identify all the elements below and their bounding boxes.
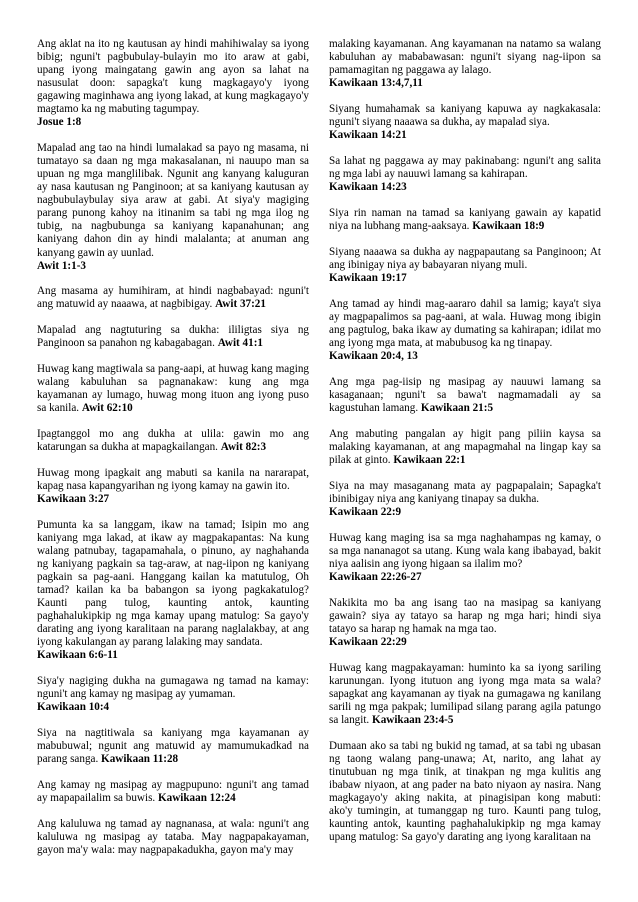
verse-text: Pumunta ka sa langgam, ikaw na tamad; Isipin mo ang kaniyang mga lakad, at ikaw ay magpakapantas: Na kung walang patnubay, tagapamahala, o pinuno, ay naghahanda ng kaniyang pagkain sa tag-araw, at nag-iipon ng kaniyang pagkain sa pag-aani. Hanggang kailan ka matutulog, Oh tamad? kailan ka ba babangon sa iyong pagkakatulog? Kaunti pang tulog, kaunting antok, kaunting paghahalukipkip ng mga kamay upang matulog: Sa gayo'y darating ang iyong karalitaan na parang naglalakbay, at ang iyong kakulangan ay parang lalaking may sandata. [37, 518, 309, 649]
verse-reference: Kawikaan 12:24 [157, 792, 236, 805]
verse-reference: Kawikaan 21:5 [420, 401, 494, 414]
verse-paragraph [329, 298, 601, 363]
verse-text: Ang masama ay humihiram, at hindi nagbabayad: nguni't ang matuwid ay naaawa, at nagbibigay. [37, 285, 309, 311]
verse-text: Nakikita mo ba ang isang tao na masipag sa kaniyang gawain? siya ay tatayo sa harap ng mga hari; hindi siya tatayo sa harap ng hamak na mga tao. [329, 596, 601, 635]
verse-reference: Kawikaan 10:4 [37, 701, 110, 714]
verse-text: Huwag kang magpakayaman: huminto ka sa iyong sariling karunungan. Iyong itutuon ang iyong mga mata sa wala? sapagkat ang kayamanan ay tiyak na gumagawa ng kanilang sarili ng mga pakpak; lumilipad silang parang agila patungo sa langit. [329, 661, 601, 726]
verse-text: Ang mabuting pangalan ay higit pang piliin kaysa sa malaking kayamanan, at ang mapagmahal na lingap kay sa pilak at ginto. [329, 427, 601, 466]
verse-paragraph [329, 532, 601, 584]
verse-text: Ang aklat na ito ng kautusan ay hindi mahihiwalay sa iyong bibig; nguni't pagbubulay-bulayin mo ito araw at gabi, upang iyong maingatang gawin ang ayon sa lahat na nasusulat doon: sapagka't kung magkagayo'y iyong gagawing maginhawa ang iyong lakad, at kung magkagayo'y magtamo ka ng mabuting tagumpay. [37, 38, 309, 116]
verse-reference: Kawikaan 20:4, 13 [329, 349, 418, 362]
verse-paragraph [37, 519, 309, 663]
verse-reference: Kawikaan 14:21 [329, 129, 407, 142]
verse-reference: Kawikaan 18:9 [472, 219, 545, 232]
verse-text: Ang tamad ay hindi mag-aararo dahil sa lamig; kaya't siya ay magpapalimos sa pag-aani, at wala. Huwag mong ibigin ang pagtulog, baka ikaw ay dumating sa kahirapan; idilat mo ang iyong mga mata, at mabubusog ka ng tinapay. [329, 297, 601, 349]
verse-reference: Kawikaan 22:29 [329, 635, 407, 648]
verse-reference: Awit 37:21 [215, 298, 266, 311]
verse-reference: Kawikaan 14:23 [329, 181, 407, 194]
verse-paragraph [329, 428, 601, 467]
verse-text: Siya'y nagiging dukha na gumagawa ng tamad na kamay: nguni't ang kamay ng masipag ay yumaman. [37, 675, 309, 701]
verse-text: Huwag kang maging isa sa mga naghahampas ng kamay, o sa mga nananagot sa utang. Kung wala kang ibabayad, bakit niya aalisin ang iyong higaan sa ilalim mo? [329, 531, 601, 570]
verse-paragraph [329, 207, 601, 233]
verse-paragraph [37, 818, 309, 857]
verse-paragraph [37, 675, 309, 714]
verse-text: Mapalad ang nagtuturing sa dukha: ililigtas siya ng Panginoon sa panahon ng kabagabagan. [37, 324, 309, 350]
verse-text: Huwag mong ipagkait ang mabuti sa kanila na nararapat, kapag nasa kapangyarihan ng iyong kamay na gawin ito. [37, 467, 309, 493]
verse-text: Siyang naaawa sa dukha ay nagpapautang sa Panginoon; At ang ibinigay niya ay babayaran niyang muli. [329, 245, 601, 271]
verse-paragraph [37, 779, 309, 805]
verse-reference: Kawikaan 3:27 [37, 493, 110, 506]
verse-paragraph [37, 727, 309, 766]
verse-paragraph [37, 285, 309, 311]
verse-text: Ipagtanggol mo ang dukha at ulila: gawin mo ang katarungan sa dukha at mapagkailangan. [37, 428, 309, 454]
verse-text: Ang mga pag-iisip ng masipag ay nauuwi lamang sa kasaganaan; nguni't sa bawa't nagmamadali ay sa kagustuhan lamang. [329, 375, 601, 414]
left-column [37, 38, 309, 878]
verse-text: Ang kaluluwa ng tamad ay nagnanasa, at wala: nguni't ang kaluluwa ng masipag ay tataba. May nagpapakayaman, gayon ma'y wala: may nagpapakadukha, gayon ma'y may [37, 818, 309, 857]
verse-text: Siya na may masaganang mata ay pagpapalain; Sapagka't ibinibigay niya ang kaniyang tinapay sa dukha. [329, 479, 601, 505]
verse-reference: Awit 82:3 [220, 441, 267, 454]
verse-reference: Kawikaan 22:26-27 [329, 570, 422, 583]
verse-paragraph [329, 155, 601, 194]
verse-reference: Awit 41:1 [217, 337, 263, 350]
verse-paragraph [37, 363, 309, 415]
verse-reference: Kawikaan 23:4-5 [372, 713, 454, 726]
verse-reference: Kawikaan 11:28 [101, 753, 179, 766]
verse-paragraph [37, 142, 309, 272]
verse-paragraph [37, 38, 309, 129]
verse-paragraph [329, 662, 601, 727]
verse-paragraph [329, 376, 601, 415]
verse-text: Siya rin naman na tamad sa kaniyang gawain ay kapatid niya na lubhang mang-aaksaya. [329, 206, 601, 232]
verse-text: Huwag kang magtiwala sa pang-aapi, at huwag kang maging walang kabuluhan sa pagnanakaw: kung ang mga kayamanan ay lumago, huwag mong ituon ang iyong puso sa kanila. [37, 363, 309, 415]
verse-paragraph [329, 740, 601, 844]
verse-text: Mapalad ang tao na hindi lumalakad sa payo ng masama, ni tumatayo sa daan ng mga makasalanan, ni nauupo man sa upuan ng mga manglilibak. Ngunit ang kanyang kaluguran ay nasa kautusan ng Panginoon; at sa kaniyang kautusan ay nagbubulaybulay siya araw at gabi. At siya'y magiging parang punong kahoy na itinanim sa tabi ng mga ilog ng tubig, na nagbubunga sa kaniyang kapanahunan; ang kaniyang dahon din ay hindi malalanta; at anuman ang kanyang gawin ay uunlad. [37, 142, 309, 259]
verse-text: Siya na nagtitiwala sa kaniyang mga kayamanan ay mabubuwal; ngunit ang matuwid ay mamumukadkad na parang sanga. [37, 727, 309, 766]
verse-paragraph [329, 103, 601, 142]
verse-paragraph [329, 480, 601, 519]
verse-text: Dumaan ako sa tabi ng bukid ng tamad, at sa tabi ng ubasan ng taong walang pang-unawa; At, narito, ang lahat ay tinutubuan ng mga tinik, at tinakpan ng mga kulitis ang ibabaw niyaon, at ang pader na bato niyaon ay nasira. Nang magkagayo'y aking nakita, at pinagisipan kong mabuti: ako'y tumingin, at tumanggap ng turo. Kaunti pang tulog, kaunting antok, kaunting paghahalukipkip ng mga kamay upang matulog: Sa gayo'y darating ang iyong karalitaan na [329, 739, 601, 843]
verse-reference: Kawikaan 22:1 [393, 453, 466, 466]
right-column [329, 38, 601, 878]
verse-text: malaking kayamanan. Ang kayamanan na natamo sa walang kabuluhan ay mababawasan: nguni't siyang nag-iipon sa pamamagitan ng paggawa ay lalago. [329, 38, 601, 77]
verse-text: Siyang humahamak sa kaniyang kapuwa ay nagkakasala: nguni't siyang naaawa sa dukha, ay mapalad siya. [329, 102, 601, 129]
verse-paragraph [329, 246, 601, 285]
verse-text: Sa lahat ng paggawa ay may pakinabang: nguni't ang salita ng mga labi ay nauuwi lamang sa kahirapan. [329, 154, 601, 180]
verse-paragraph [37, 324, 309, 350]
document-page [37, 38, 601, 878]
verse-paragraph [329, 597, 601, 649]
verse-reference: Awit 62:10 [81, 402, 133, 415]
verse-paragraph [329, 38, 601, 90]
verse-paragraph [37, 428, 309, 454]
verse-reference: Kawikaan 13:4,7,11 [329, 77, 423, 90]
verse-reference: Awit 1:1-3 [37, 259, 86, 272]
verse-reference: Kawikaan 19:17 [329, 271, 407, 284]
verse-reference: Kawikaan 6:6-11 [37, 649, 118, 662]
verse-reference: Kawikaan 22:9 [329, 505, 402, 518]
verse-reference: Josue 1:8 [37, 116, 82, 129]
verse-text: Ang kamay ng masipag ay magpupuno: nguni't ang tamad ay mapapailalim sa buwis. [37, 779, 309, 805]
verse-paragraph [37, 467, 309, 506]
